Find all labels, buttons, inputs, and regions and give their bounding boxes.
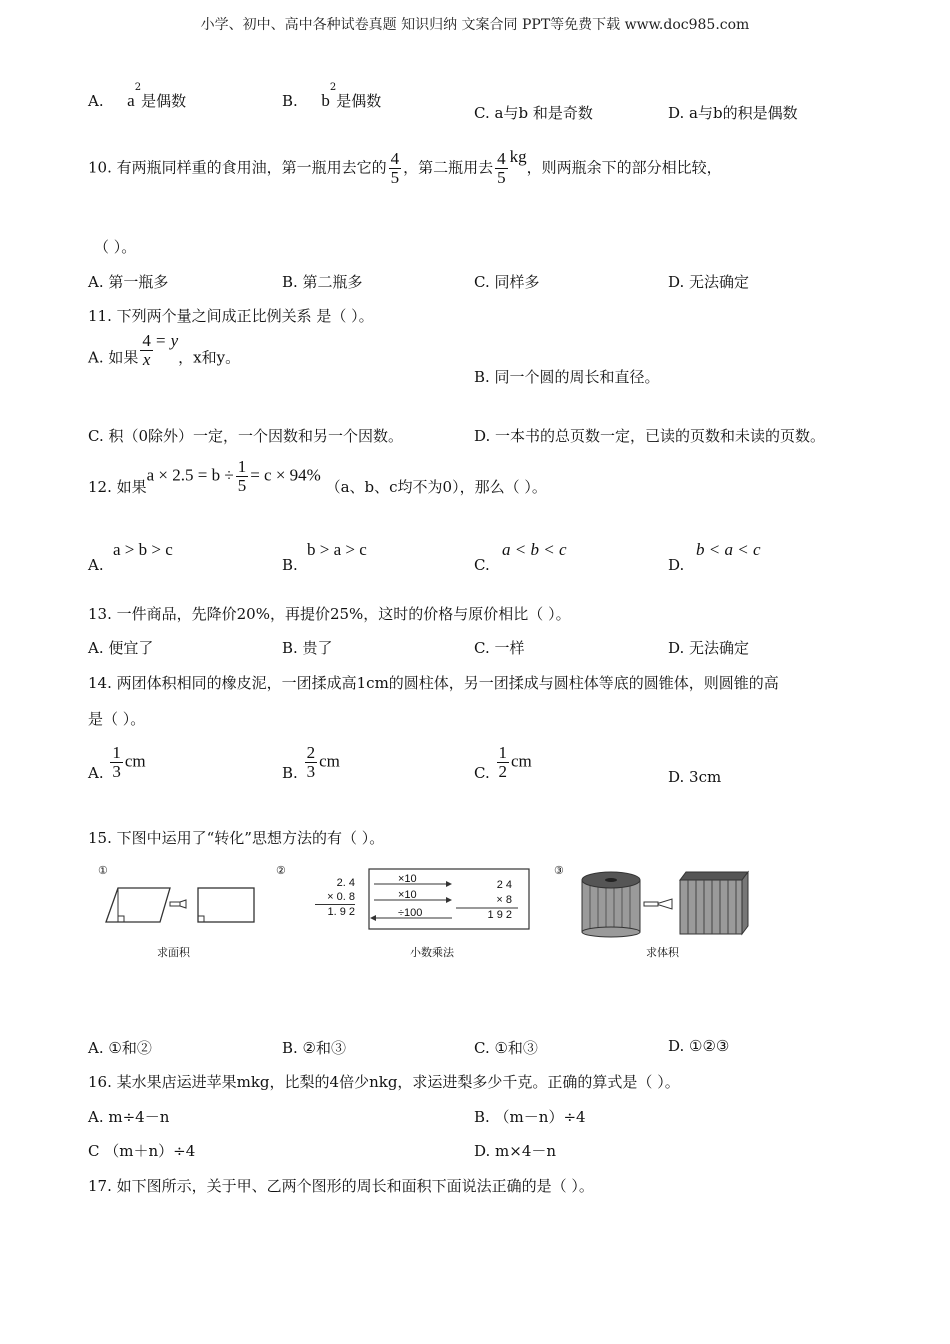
q11-a-post: ，x和y。 (178, 348, 241, 367)
fig2-arrowhead-2 (446, 897, 452, 903)
q15-fig2-left-calc (315, 876, 355, 919)
q12-b-label: B. (282, 556, 298, 574)
q15-fig2-caption: 小数乘法 (410, 947, 454, 959)
page-header: 小学、初中、高中各种试卷真题 知识归纳 文案合同 PPT等免费下载 www.doc985.com (200, 17, 750, 33)
q10-option-d: D. 无法确定 (668, 273, 750, 291)
q13-option-b: B. 贵了 (282, 639, 333, 657)
q10-fraction-1 (389, 150, 402, 187)
fig2-left-line1: 2. 4 (336, 877, 355, 889)
q14-option-c (474, 744, 532, 781)
fig2-op2: ×10 (398, 889, 417, 901)
q15-fig2-number: ② (276, 865, 286, 877)
q9-a-var: a (127, 91, 135, 110)
q10-stem (88, 147, 722, 187)
q14-option-b (282, 744, 340, 781)
q9-a-sup: 2 (134, 82, 142, 93)
q12-expr2: = c × 94% (250, 465, 321, 485)
q10-stem1: 10. 有两瓶同样重的食用油，第一瓶用去它的 (88, 158, 387, 177)
q9-c-text: a与b 和是奇数 (494, 104, 593, 122)
q15-stem: 15. 下图中运用了“转化”思想方法的有（ ）。 (88, 829, 385, 847)
q9-option-a (88, 82, 187, 111)
q16-option-c: C （m＋n）÷4 (88, 1142, 196, 1160)
rectangle-shape (198, 888, 254, 922)
q14-a-label: A. (88, 764, 104, 783)
q9-b-var: b (321, 91, 330, 110)
q13-stem: 13. 一件商品，先降价20%，再提价25%，这时的价格与原价相比（ ）。 (88, 605, 571, 623)
fig2-left-line2: × 0. 8 (315, 890, 355, 905)
q11-a-den: x (142, 349, 151, 369)
q9-b-label: B. (282, 92, 298, 110)
fig2-op3: ÷100 (398, 907, 423, 919)
q14-a-fraction (110, 744, 123, 781)
q9-c-label: C. (474, 104, 490, 122)
q9-option-b (282, 82, 382, 111)
q9-b-text: 是偶数 (336, 92, 382, 110)
q12-pre: 12. 如果 (88, 478, 147, 497)
fig2-op1: ×10 (398, 873, 417, 885)
q14-c-fraction (497, 744, 510, 781)
fig2-arrowhead-3 (370, 915, 376, 921)
q9-b-sup: 2 (329, 82, 337, 93)
q14-a-unit: cm (124, 751, 146, 771)
q14-c-label: C. (474, 764, 490, 783)
right-angle-mark (118, 916, 124, 922)
q10-frac1-num: 4 (390, 149, 400, 168)
fig2-right-line3: 1 9 2 (487, 909, 512, 921)
fig3-arrow-shaft (644, 902, 658, 906)
q15-option-d: D. ①②③ (668, 1037, 730, 1055)
q12-d-label: D. (668, 556, 685, 574)
q10-option-b: B. 第二瓶多 (282, 273, 363, 291)
q14-b-unit: cm (319, 751, 340, 771)
q12-frac-den: 5 (237, 475, 247, 495)
q10-stem2: ，第二瓶用去 (403, 158, 494, 177)
fig2-right-line1: 2 4 (496, 879, 512, 891)
q15-fig3-number: ③ (554, 865, 564, 877)
q12-stem (88, 458, 547, 495)
q12-c-expr: a < b < c (502, 540, 567, 559)
q14-option-a (88, 744, 146, 781)
q10-unit: kg (509, 147, 527, 167)
q11-a-eq: = y (154, 331, 179, 351)
q13-option-a: A. 便宜了 (88, 639, 154, 657)
q10-fraction-2 (495, 150, 508, 187)
q9-option-c (474, 102, 593, 123)
q12-post: （a、b、c均不为0），那么（ ）。 (325, 478, 547, 497)
parallelogram-shape (106, 888, 170, 922)
q14-a-num: 1 (112, 743, 121, 762)
q15-option-c: C. ①和③ (474, 1039, 538, 1057)
q15-fig2-ops (398, 871, 422, 921)
q11-a-fraction (140, 332, 153, 369)
q11-option-c: C. 积（0除外）一定，一个因数和另一个因数。 (88, 427, 404, 445)
q15-fig1-diagram (100, 880, 270, 930)
q14-option-d: D. 3cm (668, 768, 722, 786)
q14-stem-line1: 14. 两团体积相同的橡皮泥，一团揉成高1cm的圆柱体，另一团揉成与圆柱体等底的圆锥体，则圆锥的高 (88, 674, 779, 692)
cylinder-shape (582, 872, 640, 937)
q12-fraction (236, 458, 249, 495)
q14-a-den: 3 (112, 761, 121, 781)
q15-fig1-caption: 求面积 (157, 947, 190, 959)
q15-fig3-diagram (576, 866, 756, 940)
q11-a-num: 4 (142, 331, 151, 350)
q14-b-den: 3 (306, 761, 316, 781)
fig2-arrowhead-1 (446, 881, 452, 887)
rearranged-cuboid (680, 872, 748, 934)
fig2-right-line2: × 8 (496, 894, 512, 906)
q10-option-c: C. 同样多 (474, 273, 540, 291)
rect-angle-mark (198, 916, 204, 922)
q14-stem-line2: 是（ ）。 (88, 710, 146, 728)
q12-a-expr: a > b > c (113, 540, 173, 559)
q11-option-b: B. 同一个圆的周长和直径。 (474, 368, 660, 386)
arrow-shaft (170, 902, 180, 906)
q14-b-fraction (305, 744, 318, 781)
q9-option-d (668, 102, 798, 123)
q15-option-b: B. ②和③ (282, 1039, 347, 1057)
q13-option-c: C. 一样 (474, 639, 525, 657)
q16-stem: 16. 某水果店运进苹果mkg，比梨的4倍少nkg，求运进梨多少千克。正确的算式是（ ）。 (88, 1073, 680, 1091)
q15-fig1-number: ① (98, 865, 108, 877)
q11-option-a (88, 331, 241, 377)
q16-option-b: B. （m－n）÷4 (474, 1108, 586, 1126)
q16-option-a: A. m÷4－n (88, 1108, 170, 1126)
q14-c-den: 2 (498, 761, 507, 781)
q14-c-num: 1 (498, 743, 507, 762)
q9-d-text: a与b的积是偶数 (689, 104, 798, 122)
q9-a-label: A. (88, 92, 104, 110)
q10-frac2-num: 4 (497, 149, 506, 168)
q12-c-label: C. (474, 556, 490, 574)
q11-option-d: D. 一本书的总页数一定，已读的页数和未读的页数。 (474, 427, 826, 445)
q14-b-label: B. (282, 764, 298, 783)
q11-a-pre: A. 如果 (88, 348, 139, 367)
q9-a-text: 是偶数 (141, 92, 187, 110)
q11-stem: 11. 下列两个量之间成正比例关系 是（ ）。 (88, 307, 374, 325)
q12-frac-num: 1 (237, 457, 247, 476)
fig2-left-line3: 1. 9 2 (327, 906, 355, 918)
q12-a-label: A. (88, 556, 104, 574)
q15-fig2-right-calc (462, 878, 512, 923)
q9-d-label: D. (668, 104, 685, 122)
q15-fig3-caption: 求体积 (646, 947, 679, 959)
q16-option-d: D. m×4－n (474, 1142, 557, 1160)
q14-b-num: 2 (306, 743, 316, 762)
q10-stem3: ，则两瓶余下的部分相比较， (526, 158, 722, 177)
q12-d-expr: b < a < c (696, 540, 761, 559)
q13-option-d: D. 无法确定 (668, 639, 750, 657)
q17-stem: 17. 如下图所示，关于甲、乙两个图形的周长和面积下面说法正确的是（ ）。 (88, 1177, 594, 1195)
q15-option-a: A. ①和② (88, 1039, 152, 1057)
q10-frac2-den: 5 (497, 167, 506, 187)
q14-c-unit: cm (511, 751, 532, 771)
q12-b-expr: b > a > c (307, 540, 367, 559)
q10-frac1-den: 5 (390, 167, 400, 187)
q10-blank: （ ）。 (94, 238, 137, 256)
q12-expr1: a × 2.5 = b ÷ (146, 465, 234, 485)
q10-option-a: A. 第一瓶多 (88, 273, 169, 291)
